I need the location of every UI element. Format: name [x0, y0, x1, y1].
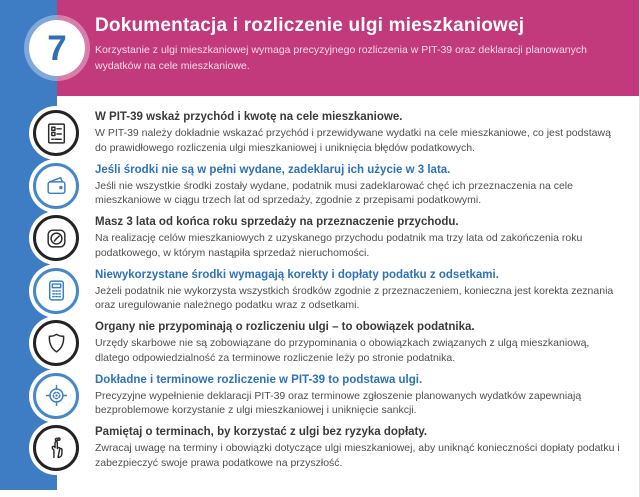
- item-body: Urzędy skarbowe nie są zobowiązane do przypominania o obowiązkach związanych z ulgą mieszkaniową, dlatego odpowiedzialność za terminowe rozliczenie leży po stronie podatnika.: [95, 337, 590, 364]
- form-icon: [33, 110, 79, 156]
- item-icon-cell: [0, 373, 95, 419]
- item-heading: Niewykorzystane środki wymagają korekty i dopłaty podatku z odsetkami.: [95, 268, 499, 281]
- step-number: 7: [47, 28, 67, 68]
- item-icon-cell: [0, 215, 95, 261]
- wallet-icon: [33, 163, 79, 209]
- item-text: [95, 216, 639, 260]
- page-title: Dokumentacja i rozliczenie ulgi mieszkaniowej: [95, 15, 525, 36]
- item-body: Zwracaj uwagę na terminy i obowiązki dotyczące ulgi mieszkaniowej, aby uniknąć konieczności dopłaty podatku i zabezpieczyć swoje prawa podatkowe na przyszłość.: [95, 442, 620, 469]
- item-text: [95, 321, 639, 365]
- item-icon-cell: [0, 163, 95, 209]
- list-item: [0, 317, 639, 370]
- list-item: [0, 160, 639, 213]
- item-heading: Jeśli środki nie są w pełni wydane, zadeklaruj ich użycie w 3 lata.: [95, 163, 451, 176]
- item-text: [95, 164, 639, 208]
- item-icon-cell: [0, 425, 95, 471]
- item-body: Na realizację celów mieszkaniowych z uzyskanego przychodu podatnik ma trzy lata od zakończenia roku podatkowego, w którym nastąpiła sprzedaż nieruchomości.: [95, 232, 583, 259]
- item-text: [95, 374, 639, 418]
- page-subtitle: Korzystanie z ulgi mieszkaniowej wymaga precyzyjnego rozliczenia w PIT-39 oraz deklaracji planowanych wydatków na cele mieszkaniowe.: [95, 44, 587, 72]
- list-item: [0, 370, 639, 423]
- item-body: Precyzyjne wypełnienie deklaracji PIT-39 oraz terminowe zgłoszenie planowanych wydatków zapewniają bezproblemowe korzystanie z ulgi mieszkaniowej i uniknięcie sankcji.: [95, 389, 582, 417]
- item-body: W PIT-39 należy dokładnie wskazać przychód i przewidywane wydatki na cele mieszkaniowe, co jest podstawą do prawidłowego rozliczenia ulgi mieszkaniowej i uniknięcia błędów podatkowych.: [95, 127, 611, 154]
- list-item: [0, 107, 639, 160]
- list-item: [0, 265, 639, 318]
- item-icon-cell: [0, 110, 95, 156]
- clock-icon: [33, 215, 79, 261]
- item-heading: Organy nie przypominają o rozliczeniu ulgi – to obowiązek podatnika.: [95, 321, 475, 334]
- item-icon-cell: [0, 320, 95, 366]
- reminder-hand-icon: [33, 425, 79, 471]
- item-body: Jeśli nie wszystkie środki zostały wydane, podatnik musi zadeklarować chęć ich przeznaczenia na cele mieszkaniowe w ciągu trzech lat od sprzedaży, zgodnie z przepisami podatkowymi.: [95, 179, 573, 207]
- shield-icon: [33, 320, 79, 366]
- item-heading: Pamiętaj o terminach, by korzystać z ulgi bez ryzyka dopłaty.: [95, 426, 428, 439]
- step-number-badge: [29, 20, 85, 76]
- item-heading: W PIT-39 wskaż przychód i kwotę na cele mieszkaniowe.: [95, 111, 403, 124]
- item-text: [95, 426, 639, 470]
- list-item: [0, 422, 639, 475]
- items-list: [0, 96, 639, 475]
- page-header: [57, 0, 639, 96]
- item-heading: Masz 3 lata od końca roku sprzedaży na przeznaczenie przychodu.: [95, 216, 459, 229]
- item-text: [95, 111, 639, 155]
- list-item: [0, 212, 639, 265]
- item-icon-cell: [0, 268, 95, 314]
- target-icon: [33, 373, 79, 419]
- calculator-icon: [33, 268, 79, 314]
- item-body: Jeżeli podatnik nie wykorzysta wszystkich środków zgodnie z przeznaczeniem, konieczna jest korekta zeznania oraz uregulowanie należnego podatku wraz z odsetkami.: [95, 284, 614, 312]
- item-heading: Dokładne i terminowe rozliczenie w PIT-39 to podstawa ulgi.: [95, 373, 423, 386]
- item-text: [95, 269, 639, 313]
